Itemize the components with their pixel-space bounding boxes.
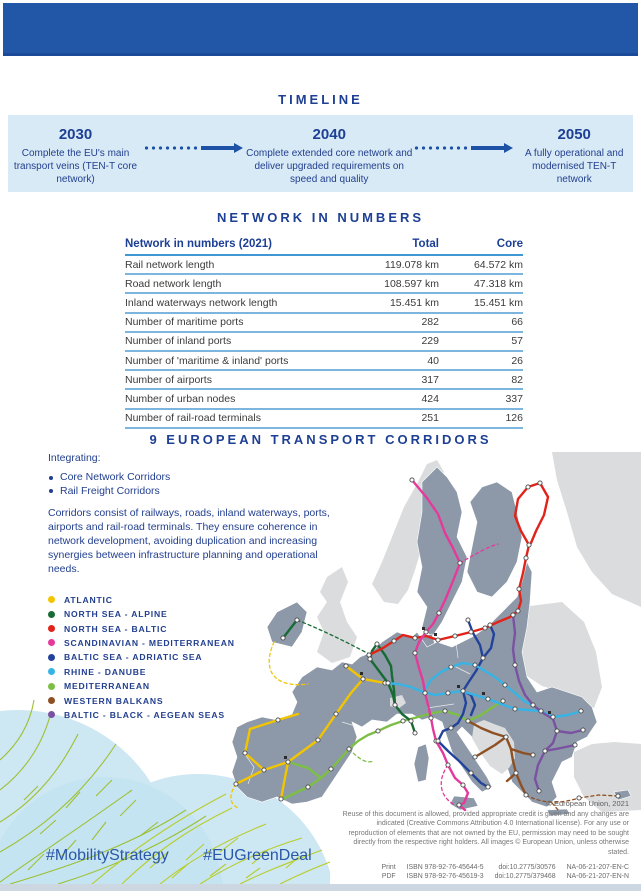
legend-dot-icon [48, 697, 55, 704]
row-total: 317 [351, 370, 439, 389]
row-core: 26 [439, 351, 523, 370]
row-total: 40 [351, 351, 439, 370]
publication-cell: ISBN 978-92-76-45619-3 [406, 872, 484, 880]
bullet-item: Core Network Corridors [48, 471, 350, 485]
hashtag-mobility-strategy: #MobilityStrategy [46, 847, 169, 864]
integrating-label: Integrating: [48, 452, 101, 464]
row-label: Rail network length [125, 255, 351, 274]
row-label: Number of urban nodes [125, 389, 351, 408]
legend-dot-icon [48, 596, 55, 603]
milestone-desc: Complete the EU's main transport veins (TEN-T core network) [13, 148, 138, 186]
legend-item [48, 650, 350, 664]
footer-reuse-notice: Reuse of this document is allowed, provided appropriate credit is given and any changes are indicated (Creative Commons Attribution 4.0 International license). For any use or reproduction of elements that are not owned by the EU, permission may need to be sought directly from the respective right holders. All images © European Union, unless otherwise stated. [342, 811, 629, 856]
footer-credits [337, 799, 629, 880]
arrow-shaft [201, 146, 234, 150]
row-total: 229 [351, 332, 439, 351]
table-row [125, 255, 523, 274]
corridors-title: 9 EUROPEAN TRANSPORT CORRIDORS [149, 432, 492, 447]
legend-dot-icon [48, 711, 55, 718]
publication-lines [337, 864, 629, 880]
legend-item [48, 607, 350, 621]
milestone-year: 2050 [557, 126, 591, 143]
row-label: Inland waterways network length [125, 293, 351, 312]
publication-cell: doi:10.2775/30576 [498, 863, 556, 871]
timeline-arrow-icon [413, 143, 515, 153]
row-core: 337 [439, 389, 523, 408]
header-total: Total [351, 236, 439, 255]
row-core: 66 [439, 313, 523, 332]
timeline-arrow-icon [143, 143, 245, 153]
hashtag-eu-green-deal: #EUGreenDeal [203, 847, 312, 864]
arrow-shaft [471, 146, 504, 150]
legend-item [48, 679, 350, 693]
timeline-title: TIMELINE [278, 92, 363, 107]
network-table-body [125, 255, 523, 428]
milestone-desc: A fully operational and modernised TEN-T network [525, 148, 624, 186]
legend-item [48, 621, 350, 635]
arrow-dots [143, 146, 199, 150]
table-row [125, 389, 523, 408]
table-row [125, 274, 523, 293]
row-label: Number of airports [125, 370, 351, 389]
table-row [125, 313, 523, 332]
row-total: 119.078 km [351, 255, 439, 274]
publication-cell: PDF [381, 872, 396, 880]
corridors-description: Corridors consist of railways, roads, inland waterways, ports, airports and rail-road terminals. They ensure coherence in network development, avoiding duplication and increasing synergies between infrastructure planning and operational needs. [48, 507, 330, 575]
row-core: 82 [439, 370, 523, 389]
table-row [125, 351, 523, 370]
corridors-intro [48, 452, 350, 722]
publication-cell: NA-06-21-207-EN-C [566, 863, 629, 871]
table-header-row [125, 236, 523, 255]
row-core: 47.318 km [439, 274, 523, 293]
table-row [125, 332, 523, 351]
footer-copyright: © European Union, 2021 [546, 799, 629, 808]
bullet-item: Rail Freight Corridors [48, 485, 350, 499]
legend-dot-icon [48, 683, 55, 690]
publication-cell: NA-06-21-207-EN-N [566, 872, 629, 880]
row-label: Number of rail-road terminals [125, 409, 351, 428]
network-title: NETWORK IN NUMBERS [216, 210, 425, 225]
legend-dot-icon [48, 654, 55, 661]
row-core: 64.572 km [439, 255, 523, 274]
legend-dot-icon [48, 668, 55, 675]
legend-label: WESTERN BALKANS [64, 695, 164, 706]
legend-item [48, 693, 350, 707]
publication-cell: Print [381, 863, 396, 871]
timeline-band [8, 115, 633, 192]
row-label: Number of maritime ports [125, 313, 351, 332]
row-label: Number of 'maritime & inland' ports [125, 351, 351, 370]
legend-item [48, 708, 350, 722]
legend-dot-icon [48, 611, 55, 618]
legend-item [48, 665, 350, 679]
publication-cell: doi:10.2775/379468 [494, 872, 556, 880]
legend-label: ATLANTIC [64, 594, 113, 605]
table-row [125, 370, 523, 389]
row-label: Number of inland ports [125, 332, 351, 351]
row-total: 282 [351, 313, 439, 332]
row-total: 251 [351, 409, 439, 428]
legend-item [48, 593, 350, 607]
arrow-dots [413, 146, 469, 150]
top-banner [3, 3, 638, 56]
legend-label: NORTH SEA - ALPINE [64, 609, 168, 620]
legend-dot-icon [48, 639, 55, 646]
milestone-desc: Complete extended core network and deliver upgraded requirements on speed and quality [246, 148, 413, 186]
milestone-2050 [515, 126, 633, 187]
hashtags [46, 847, 342, 865]
arrow-head [234, 143, 243, 153]
arrow-head [504, 143, 513, 153]
header-label: Network in numbers (2021) [125, 236, 351, 255]
legend-label: SCANDINAVIAN - MEDITERRANEAN [64, 637, 235, 648]
legend-label: MEDITERRANEAN [64, 681, 150, 692]
milestone-year: 2030 [58, 126, 93, 143]
legend-label: RHINE - DANUBE [64, 666, 147, 677]
legend-label: NORTH SEA - BALTIC [64, 623, 168, 634]
milestone-year: 2040 [312, 126, 346, 143]
row-core: 126 [439, 409, 523, 428]
row-label: Road network length [125, 274, 351, 293]
legend-label: BALTIC - BLACK - AEGEAN SEAS [64, 709, 225, 720]
table-row [125, 409, 523, 428]
row-total: 15.451 km [351, 293, 439, 312]
network-table [125, 236, 523, 429]
header-core: Core [439, 236, 523, 255]
corridor-bullet-list [48, 471, 350, 498]
legend-label: BALTIC SEA - ADRIATIC SEA [64, 652, 203, 663]
row-total: 108.597 km [351, 274, 439, 293]
milestone-2030 [8, 126, 143, 187]
legend-dot-icon [48, 625, 55, 632]
legend-item [48, 636, 350, 650]
milestone-2040 [245, 126, 413, 187]
corridor-legend [48, 593, 350, 723]
row-core: 57 [439, 332, 523, 351]
bottom-strip [0, 884, 641, 891]
publication-cell: ISBN 978-92-76-45644-5 [406, 863, 484, 871]
row-total: 424 [351, 389, 439, 408]
table-row [125, 293, 523, 312]
row-core: 15.451 km [439, 293, 523, 312]
